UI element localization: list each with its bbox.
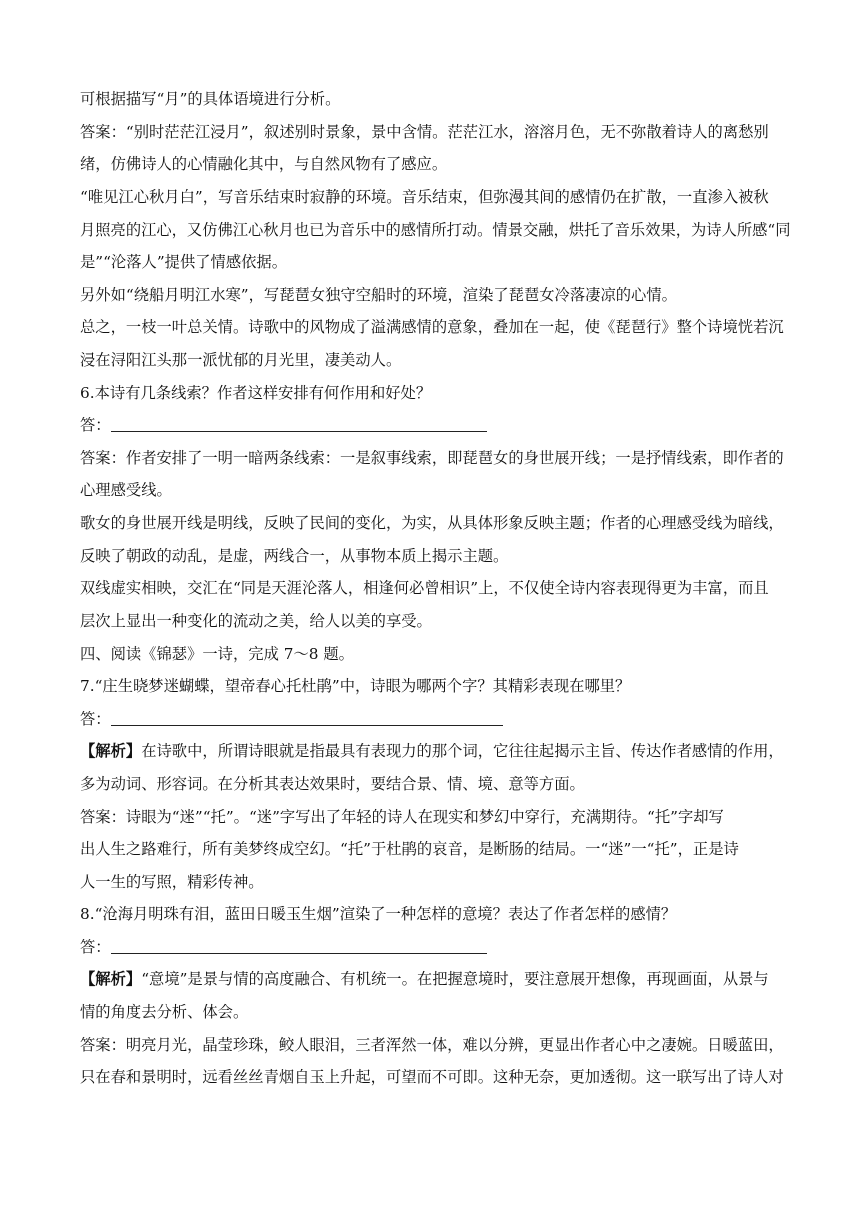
text-line: 答案：“别时茫茫江浸月”，叙述别时景象，景中含情。茫茫江水，溶溶月色，无不弥散着诗人的离愁别 [80, 123, 769, 141]
analysis-tag: 【解析】 [80, 970, 142, 988]
answer-line-8 [80, 936, 487, 958]
text-line: 出人生之路难行，所有美梦终成空幻。“托”于杜鹃的哀音，是断肠的结局。一“迷”一“托”，正是诗 [80, 840, 739, 858]
analysis-text: 在诗歌中，所谓诗眼就是指最具有表现力的那个词，它往往起揭示主旨、传达作者感情的作用， [141, 742, 784, 760]
text-line: 歌女的身世展开线是明线，反映了民间的变化，为实，从具体形象反映主题；作者的心理感受线为暗线， [80, 514, 784, 532]
text-line: 月照亮的江心，又仿佛江心秋月也已为音乐中的感情所打动。情景交融，烘托了音乐效果，为诗人所感“同 [80, 221, 791, 239]
answer-blank[interactable] [111, 416, 487, 432]
text-line: 是”“沦落人”提供了情感依据。 [80, 253, 288, 271]
text-line: 浸在浔阳江头那一派忧郁的月光里，凄美动人。 [80, 351, 402, 369]
text-line: 反映了朝政的动乱，是虚，两线合一，从事物本质上揭示主题。 [80, 547, 509, 565]
text-line: 答案：作者安排了一明一暗两条线索：一是叙事线索，即琵琶女的身世展开线；一是抒情线索，即作者的 [80, 449, 784, 467]
answer-line-6 [80, 414, 487, 436]
text-line: 总之，一枝一叶总关情。诗歌中的风物成了溢满感情的意象，叠加在一起，使《琵琶行》整个诗境恍若沉 [80, 318, 784, 336]
text-line: 人一生的写照，精彩传神。 [80, 873, 264, 891]
analysis-tag: 【解析】 [80, 742, 142, 760]
text-line: 心理感受线。 [80, 481, 172, 499]
analysis-line [80, 968, 769, 990]
answer-prefix: 答： [80, 710, 111, 728]
text-line: 情的角度去分析、体会。 [80, 1003, 249, 1021]
text-line: 绪，仿佛诗人的心情融化其中，与自然风物有了感应。 [80, 155, 448, 173]
answer-prefix: 答： [80, 416, 111, 434]
text-line: 另外如“绕船月明江水寒”，写琵琶女独守空船时的环境，渲染了琵琶女冷落凄凉的心情。 [80, 286, 677, 304]
text-line: 双线虚实相映，交汇在“同是天涯沦落人，相逢何必曾相识”上，不仅使全诗内容表现得更为丰富，而且 [80, 579, 769, 597]
text-line: 只在春和景明时，远看丝丝青烟自玉上升起，可望而不可即。这种无奈，更加透彻。这一联写出了诗人对 [80, 1068, 784, 1086]
text-line: 多为动词、形容词。在分析其表达效果时，要结合景、情、境、意等方面。 [80, 775, 585, 793]
section-heading: 四、阅读《锦瑟》一诗，完成 7～8 题。 [80, 645, 354, 663]
answer-prefix: 答： [80, 938, 111, 956]
question-6: 6.本诗有几条线索？作者这样安排有何作用和好处？ [80, 384, 432, 402]
question-8: 8.“沧海月明珠有泪，蓝田日暖玉生烟”渲染了一种怎样的意境？表达了作者怎样的感情？ [80, 905, 677, 923]
answer-blank[interactable] [111, 710, 503, 726]
text-line: 答案：明亮月光，晶莹珍珠，鲛人眼泪，三者浑然一体，难以分辨，更显出作者心中之凄婉。日暖蓝田， [80, 1036, 784, 1054]
answer-blank[interactable] [111, 938, 487, 954]
analysis-text: “意境”是景与情的高度融合、有机统一。在把握意境时，要注意展开想像，再现画面，从景与 [141, 970, 769, 988]
text-line: “唯见江心秋月白”，写音乐结束时寂静的环境。音乐结束，但弥漫其间的感情仍在扩散，一直渗入被秋 [80, 188, 769, 206]
text-line: 可根据描写“月”的具体语境进行分析。 [80, 90, 341, 108]
text-line: 层次上显出一种变化的流动之美，给人以美的享受。 [80, 612, 432, 630]
question-7: 7.“庄生晓梦迷蝴蝶，望帝春心托杜鹃”中，诗眼为哪两个字？其精彩表现在哪里？ [80, 677, 631, 695]
answer-line-7 [80, 708, 503, 730]
analysis-line [80, 740, 784, 762]
text-line: 答案：诗眼为“迷”“托”。“迷”字写出了年轻的诗人在现实和梦幻中穿行，充满期待。“托”字却写 [80, 808, 724, 826]
